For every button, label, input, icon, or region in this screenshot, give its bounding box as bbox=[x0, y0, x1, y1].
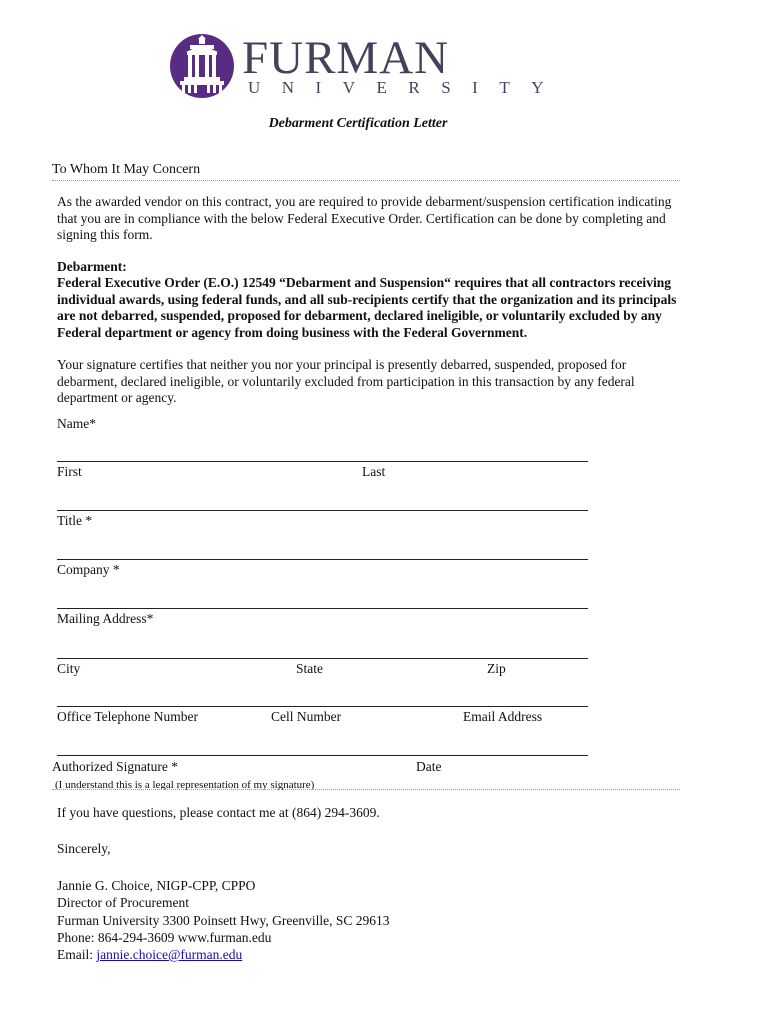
email-address-label: Email Address bbox=[463, 709, 543, 724]
questions-line: If you have questions, please contact me at (864) 294-3609. bbox=[57, 805, 380, 820]
company-field[interactable] bbox=[57, 559, 588, 560]
brand-subtitle: UNIVERSITY bbox=[248, 78, 565, 97]
signer-email-line bbox=[57, 947, 242, 963]
signature-note: (I understand this is a legal representation of my signature) bbox=[55, 779, 315, 790]
dotted-divider bbox=[52, 789, 680, 790]
salutation: To Whom It May Concern bbox=[52, 162, 201, 177]
furman-seal-icon bbox=[168, 33, 236, 99]
cell-number-label: Cell Number bbox=[271, 709, 342, 724]
sincerely: Sincerely, bbox=[57, 841, 111, 856]
date-label: Date bbox=[416, 759, 442, 774]
document-title: Debarment Certification Letter bbox=[268, 116, 448, 131]
dotted-divider bbox=[52, 180, 680, 181]
name-field[interactable] bbox=[57, 461, 588, 462]
city-state-zip-field[interactable] bbox=[57, 658, 588, 659]
signer-name: Jannie G. Choice, NIGP-CPP, CPPO bbox=[57, 878, 256, 893]
debarment-text: Federal Executive Order (E.O.) 12549 “Debarment and Suspension“ requires that all contractors receiving individual awards, using federal funds, and all sub-recipients certify that the organization and its principals are not debarred, suspended, proposed for debarment, declared ineligible, or voluntarily excluded by any Federal department or agency from doing business with the Federal Government. bbox=[57, 275, 677, 340]
name-label: Name* bbox=[57, 416, 96, 431]
brand-name: FURMAN bbox=[242, 32, 450, 84]
mailing-address-label: Mailing Address* bbox=[57, 611, 154, 626]
contact-field[interactable] bbox=[57, 706, 588, 707]
zip-label: Zip bbox=[487, 661, 506, 676]
first-name-label: First bbox=[57, 464, 82, 479]
signer-role: Director of Procurement bbox=[57, 895, 189, 910]
signature-label: Authorized Signature * bbox=[52, 759, 178, 774]
state-label: State bbox=[296, 661, 323, 676]
email-prefix: Email: bbox=[57, 947, 97, 962]
signature-statement: Your signature certifies that neither you nor your principal is presently debarred, suspended, proposed for debarment, declared ineligible, or voluntarily excluded from participation in this transaction by any federal department or agency. bbox=[57, 357, 635, 405]
signer-phone: Phone: 864-294-3609 www.furman.edu bbox=[57, 930, 272, 945]
signature-field[interactable] bbox=[57, 755, 588, 756]
intro-paragraph: As the awarded vendor on this contract, you are required to provide debarment/suspension certification indicating that you are in compliance with the below Federal Executive Order. Certification can be done by completing and signing this form. bbox=[57, 194, 672, 242]
company-label: Company * bbox=[57, 562, 120, 577]
mailing-address-field[interactable] bbox=[57, 608, 588, 609]
signer-address: Furman University 3300 Poinsett Hwy, Greenville, SC 29613 bbox=[57, 913, 390, 928]
title-label: Title * bbox=[57, 513, 93, 528]
debarment-heading: Debarment: bbox=[57, 259, 127, 274]
title-field[interactable] bbox=[57, 510, 588, 511]
email-link[interactable]: jannie.choice@furman.edu bbox=[96, 947, 243, 962]
office-phone-label: Office Telephone Number bbox=[57, 709, 199, 724]
last-name-label: Last bbox=[362, 464, 386, 479]
furman-logo bbox=[168, 32, 565, 103]
city-label: City bbox=[57, 661, 81, 676]
